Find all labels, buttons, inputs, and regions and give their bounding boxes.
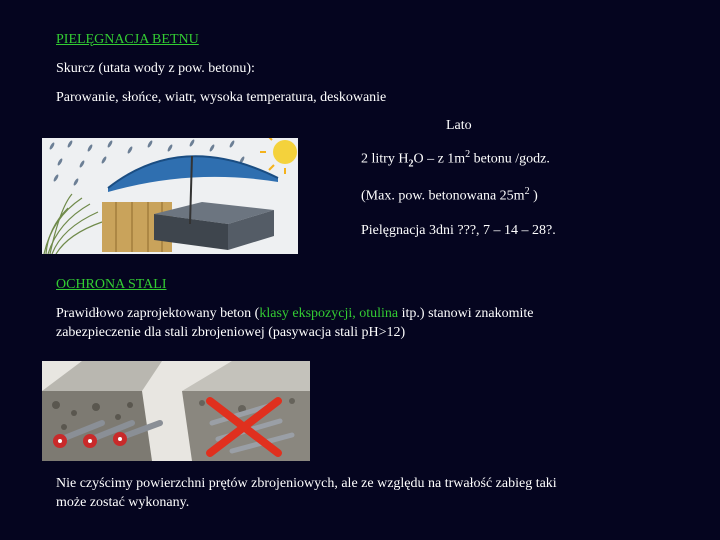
- evaporation-rate: 2 litry $H_2O$ – z $1m^2$ betonu /godz.: [361, 149, 550, 170]
- bottom-note-line1: Nie czyścimy powierzchni prętów zbrojeniowych, ale ze względu na trwałość zabieg taki: [56, 476, 557, 491]
- steel-protection-heading: OCHRONA STALI: [56, 277, 167, 292]
- sun-icon: [273, 140, 297, 164]
- rebar-cover-illustration: [42, 361, 310, 461]
- causes-line: Parowanie, słońce, wiatr, wysoka temperatura, deskowanie: [56, 90, 387, 105]
- care-period-line: Pielęgnacja 3dni ???, 7 – 14 – 28?.: [361, 223, 556, 238]
- protection-paragraph-line2: zabezpieczenie dla stali zbrojeniowej (pasywacja stali pH>12): [56, 325, 406, 340]
- shrinkage-line: Skurcz (utata wody z pow. betonu):: [56, 61, 255, 76]
- curing-heading: PIELĘGNACJA BETNU: [56, 32, 199, 47]
- max-area-line: (Max. pow. betonowana $25m^2$ ): [361, 186, 538, 204]
- umbrella-curing-illustration: [42, 138, 298, 254]
- season-label: Lato: [446, 118, 472, 133]
- protection-paragraph-line1: Prawidłowo zaprojektowany beton (klasy ekspozycji, otulina itp.) stanowi znakomite: [56, 306, 534, 321]
- bottom-note-line2: może zostać wykonany.: [56, 495, 190, 510]
